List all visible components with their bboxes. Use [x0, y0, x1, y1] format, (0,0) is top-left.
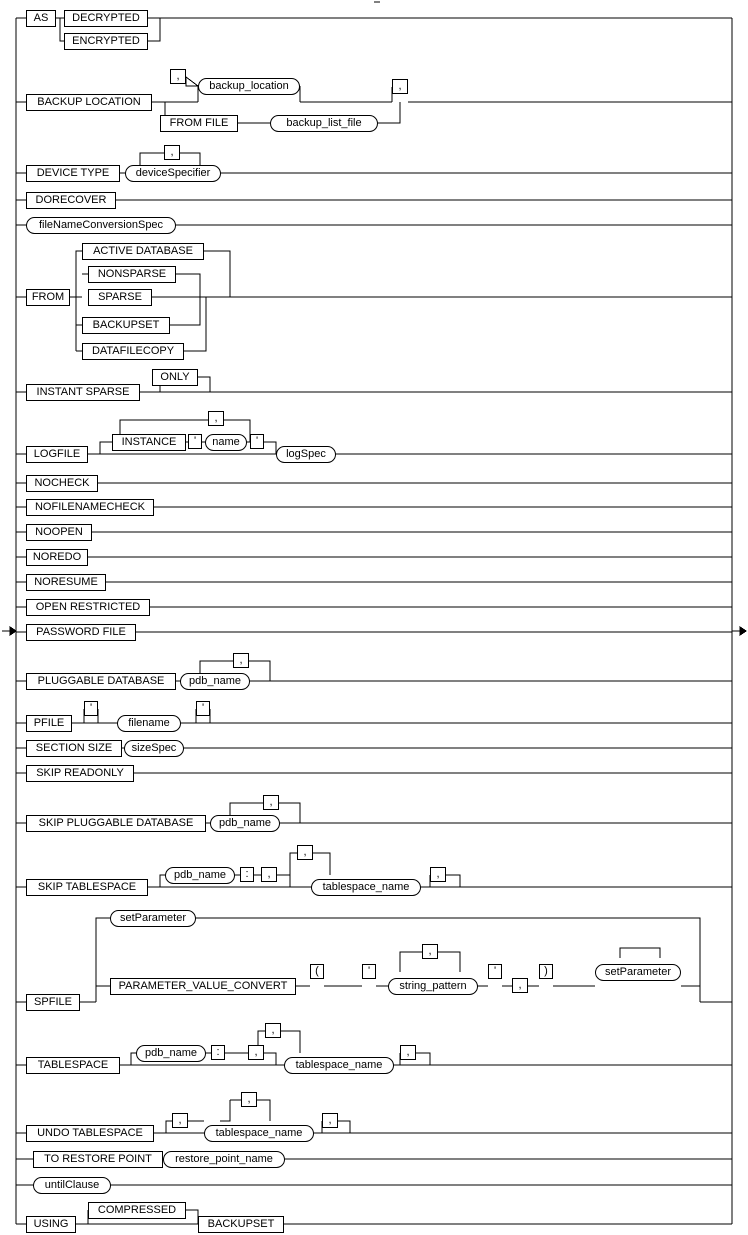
diagram-node-compressed: COMPRESSED — [88, 1202, 186, 1219]
diagram-node-pdb_name4: pdb_name — [136, 1045, 206, 1062]
diagram-node-comma17: , — [322, 1113, 338, 1128]
diagram-node-pluggable_database: PLUGGABLE DATABASE — [26, 673, 176, 690]
diagram-node-comma14: , — [400, 1045, 416, 1060]
diagram-node-parameter_value_convert: PARAMETER_VALUE_CONVERT — [110, 978, 296, 995]
diagram-node-colon1: : — [240, 867, 254, 882]
diagram-node-using: USING — [26, 1216, 76, 1233]
diagram-node-quote1: ' — [188, 434, 202, 449]
diagram-node-skip_readonly: SKIP READONLY — [26, 765, 134, 782]
diagram-node-comma9: , — [430, 867, 446, 882]
diagram-node-quote2: ' — [250, 434, 264, 449]
diagram-node-quote3: ' — [84, 701, 98, 716]
diagram-node-lparen: ( — [310, 964, 324, 979]
diagram-node-filename: filename — [117, 715, 181, 732]
diagram-node-quote4: ' — [196, 701, 210, 716]
diagram-node-comma7: , — [297, 845, 313, 860]
diagram-node-comma6: , — [263, 795, 279, 810]
diagram-node-comma1: , — [170, 69, 186, 84]
diagram-node-comma12: , — [265, 1023, 281, 1038]
diagram-node-to_restore_point: TO RESTORE POINT — [33, 1151, 163, 1168]
diagram-node-decrypted: DECRYPTED — [64, 10, 148, 27]
diagram-node-dorecover: DORECOVER — [26, 192, 116, 209]
diagram-node-section_size: SECTION SIZE — [26, 740, 122, 757]
diagram-node-comma5: , — [233, 653, 249, 668]
diagram-node-comma16: , — [172, 1113, 188, 1128]
diagram-node-pfile: PFILE — [26, 715, 72, 732]
diagram-node-noopen: NOOPEN — [26, 524, 92, 541]
diagram-node-nocheck: NOCHECK — [26, 475, 98, 492]
diagram-node-backup_location_var: backup_location — [198, 78, 300, 95]
diagram-node-setParameter1: setParameter — [110, 910, 196, 927]
diagram-node-tablespace_name2: tablespace_name — [284, 1057, 394, 1074]
diagram-node-datafilecopy: DATAFILECOPY — [82, 343, 184, 360]
diagram-node-open_restricted: OPEN RESTRICTED — [26, 599, 150, 616]
diagram-node-comma4: , — [208, 411, 224, 426]
diagram-node-noredo: NOREDO — [26, 549, 88, 566]
diagram-node-skip_tablespace: SKIP TABLESPACE — [26, 879, 148, 896]
diagram-node-logSpec: logSpec — [276, 446, 336, 463]
diagram-node-fileNameConversionSpec: fileNameConversionSpec — [26, 217, 176, 234]
diagram-node-password_file: PASSWORD FILE — [26, 624, 136, 641]
diagram-node-pdb_name3: pdb_name — [165, 867, 235, 884]
diagram-node-encrypted: ENCRYPTED — [64, 33, 148, 50]
diagram-node-backup_list_file: backup_list_file — [270, 115, 378, 132]
diagram-node-comma15: , — [241, 1092, 257, 1107]
diagram-node-comma11: , — [512, 978, 528, 993]
diagram-node-comma3: , — [164, 145, 180, 160]
diagram-node-nofilenamecheck: NOFILENAMECHECK — [26, 499, 154, 516]
diagram-node-from: FROM — [26, 289, 70, 306]
diagram-node-deviceSpecifier: deviceSpecifier — [125, 165, 221, 182]
diagram-node-sizeSpec: sizeSpec — [124, 740, 184, 757]
diagram-node-restore_point_name: restore_point_name — [163, 1151, 285, 1168]
diagram-node-undo_tablespace: UNDO TABLESPACE — [26, 1125, 154, 1142]
diagram-node-name: name — [205, 434, 247, 451]
diagram-node-pdb_name2: pdb_name — [210, 815, 280, 832]
diagram-node-noresume: NORESUME — [26, 574, 106, 591]
diagram-node-pdb_name1: pdb_name — [180, 673, 250, 690]
diagram-node-comma13: , — [248, 1045, 264, 1060]
diagram-node-sparse: SPARSE — [88, 289, 152, 306]
diagram-node-backup_location: BACKUP LOCATION — [26, 94, 152, 111]
diagram-node-untilClause: untilClause — [33, 1177, 111, 1194]
diagram-node-comma10: , — [422, 944, 438, 959]
diagram-node-only: ONLY — [152, 369, 198, 386]
diagram-node-rparen: ) — [539, 964, 553, 979]
diagram-node-spfile: SPFILE — [26, 994, 80, 1011]
diagram-node-setParameter2: setParameter — [595, 964, 681, 981]
diagram-node-logfile: LOGFILE — [26, 446, 88, 463]
diagram-node-from_file: FROM FILE — [160, 115, 238, 132]
diagram-node-tablespace_name3: tablespace_name — [204, 1125, 314, 1142]
diagram-node-nonsparse: NONSPARSE — [88, 266, 176, 283]
diagram-node-quote6: ' — [488, 964, 502, 979]
diagram-node-active_database: ACTIVE DATABASE — [82, 243, 204, 260]
diagram-node-colon2: : — [211, 1045, 225, 1060]
diagram-node-tablespace_name1: tablespace_name — [311, 879, 421, 896]
diagram-node-quote5: ' — [362, 964, 376, 979]
diagram-node-string_pattern: string_pattern — [388, 978, 478, 995]
diagram-node-tablespace: TABLESPACE — [26, 1057, 120, 1074]
diagram-node-comma8: , — [261, 867, 277, 882]
diagram-node-instance: INSTANCE — [112, 434, 186, 451]
diagram-node-backupset2: BACKUPSET — [198, 1216, 284, 1233]
diagram-node-skip_pluggable_database: SKIP PLUGGABLE DATABASE — [26, 815, 206, 832]
diagram-node-as: AS — [26, 10, 56, 27]
diagram-node-device_type: DEVICE TYPE — [26, 165, 120, 182]
diagram-node-backupset: BACKUPSET — [82, 317, 170, 334]
diagram-node-comma2: , — [392, 79, 408, 94]
diagram-node-instant_sparse: INSTANT SPARSE — [26, 384, 140, 401]
